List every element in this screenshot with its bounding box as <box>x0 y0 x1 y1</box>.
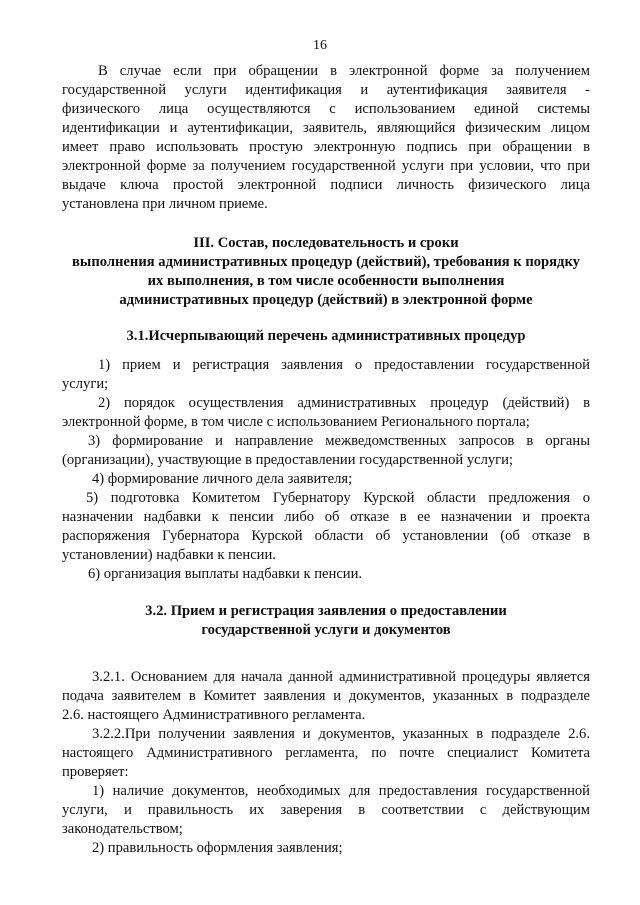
body-line: проверяет: <box>62 764 129 780</box>
section-title-line: выполнения административных процедур (действий), требования к порядку <box>72 254 580 270</box>
subsection-31-title: 3.1.Исчерпывающий перечень административных процедур <box>126 328 526 344</box>
subsection-32-title: государственной услуги и документов <box>201 622 451 638</box>
body-line: законодательством; <box>62 821 183 837</box>
body-line: 3.2.1. Основанием для начала данной административной процедуры является <box>92 669 590 685</box>
intro-line: установлена при личном приеме. <box>62 196 268 212</box>
intro-line: В случае если при обращении в электронной форме за получением <box>98 63 590 79</box>
section-title-line: их выполнения, в том числе особенности выполнения <box>147 273 505 289</box>
list-item: назначении надбавки к пенсии либо об отказе в ее назначении и проекта <box>62 509 590 525</box>
list-item: электронной форме, в том числе с использованием Регионального портала; <box>62 414 530 430</box>
body-line: 2) правильность оформления заявления; <box>92 840 343 856</box>
list-item: 2) порядок осуществления административных процедур (действий) в <box>98 395 590 411</box>
list-item: 1) прием и регистрация заявления о предоставлении государственной <box>98 357 590 373</box>
list-item: 4) формирование личного дела заявителя; <box>92 471 353 487</box>
list-item: (организации), участвующие в предоставлении государственной услуги; <box>62 452 514 468</box>
intro-line: идентификации и аутентификации, заявитель, являющийся физическим лицом <box>62 120 590 136</box>
list-item: распоряжения Губернатора Курской области об установлении (об отказе в <box>62 528 590 544</box>
list-item: 6) организация выплаты надбавки к пенсии. <box>88 566 363 582</box>
intro-line: государственной услуги идентификация и аутентификация заявителя - <box>62 82 590 98</box>
intro-line: электронной форме за получением государственной услуги при условии, что при <box>62 158 590 174</box>
intro-line: имеет право использовать простую электронную подпись при обращении в <box>62 139 590 155</box>
list-item: установлении) надбавки к пенсии. <box>62 547 276 563</box>
body-line: 1) наличие документов, необходимых для предоставления государственной <box>92 783 590 799</box>
section-title-line: III. Состав, последовательность и сроки <box>193 235 459 251</box>
page-number: 16 <box>313 38 327 53</box>
body-line: 3.2.2.При получении заявления и документов, указанных в подразделе 2.6. <box>92 726 590 742</box>
body-line: 2.6. настоящего Административного регламента. <box>62 707 366 723</box>
intro-line: выдаче ключа простой электронной подписи личность физического лица <box>62 177 590 193</box>
body-line: услуги, и правильность их заверения в соответствии с действующим <box>62 802 590 818</box>
list-item: 5) подготовка Комитетом Губернатору Курской области предложения о <box>86 490 590 506</box>
intro-line: физического лица осуществляются с использованием единой системы <box>62 101 590 117</box>
subsection-32-title: 3.2. Прием и регистрация заявления о предоставлении <box>145 603 507 619</box>
body-line: настоящего Административного регламента, по почте специалист Комитета <box>62 745 590 761</box>
section-title-line: административных процедур (действий) в электронной форме <box>119 292 533 308</box>
list-item: 3) формирование и направление межведомственных запросов в органы <box>88 433 590 449</box>
body-line: подача заявителем в Комитет заявления и документов, указанных в подразделе <box>62 688 590 704</box>
list-item: услуги; <box>62 376 109 392</box>
